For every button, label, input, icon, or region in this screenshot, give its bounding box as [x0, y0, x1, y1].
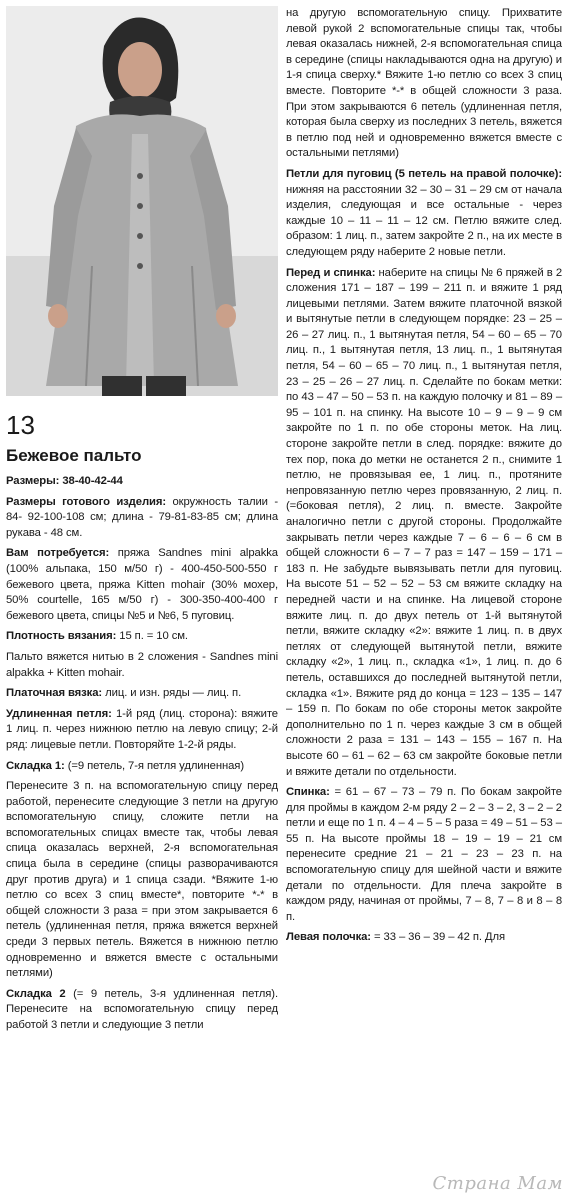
front-back-value: наберите на спицы № 6 пряжей в 2 сложения 171 – 187 – 199 – 211 п. и вяжите 1 ряд лицевыми петлями. Затем вяжите платочной вязкой и вытянутые петли в следующем порядке: 23 – 25 – 26 – 27 лиц. п., 1 вытянутая петля, 54 – 60 – 65 – 70 лиц. п., 1 вытянутая петля, 13 лиц. п., 1 вытянутая петля, 54 – 60 – 65 – 70 лиц. п., 1 вытянутая петля, 23 – 25 – 26 – 27 лиц. п. Сделайте по бокам метки: по 43 – 47 – 50 – 53 п. на каждую полочку и 81 – 89 – 95 – 101 п. на спинку. На высоте 10 – 9 – 9 – 9 см закройте по 1 п. по обе стороны меток. На лиц. стороне закройте петли в след. порядке: вяжите до тех пор, пока до метки не останется 2 п., снимите 1 петлю, не провязывая ее, 1 лиц. п., протяните непровязанную петлю через провязанную, 2 лиц. п. (=боковая петля), 2 лиц. п. вместе. Закройте аналогично петли с другой стороны. Продолжайте закрывать петли через каждые 7 – 6 – 6 – 6 см в общей сложности 6 – 7 – 7 раз = 147 – 159 – 171 – 183 п. Не забудьте вывязывать петли для пуговиц. На высоте 51 – 52 – 52 – 53 см вяжите складку на передней части и на спинке. На лицевой стороне вяжите лиц. п. до двух петель от 1-й вытянутой петли, вяжите складку «2»: вяжите 1 лиц. п. в двух петлях от следующей вытянутой петли, вяжите складку «2», 1 лиц. п., складка «1», 1 лиц. п. до 6 петель, оставшихся до последней вытянутой петли, складка «1». Вяжите ряд до конца = 123 – 135 – 147 – 159 п. По бокам по обе стороны меток закройте дополнительно по 1 п. через каждые 3 см в общей сложности 2 раза = 131 – 143 – 155 – 167 п. На высоте 60 – 61 – 62 – 63 см закройте боковые петли и вяжите детали по отдельности. [286, 266, 562, 778]
front-back-label: Перед и спинка: [286, 266, 376, 279]
pleat2-label: Складка 2 [6, 987, 66, 1000]
garter-value: лиц. и изн. ряды — лиц. п. [102, 687, 242, 700]
left-front-label: Левая полочка: [286, 931, 371, 944]
right-column [286, 6, 562, 951]
yarn-note: Пальто вяжется нитью в 2 сложения - Sandnes mini alpakka + Kitten mohair. [6, 650, 278, 679]
sizes-paragraph [6, 474, 278, 490]
pleat1-text: Перенесите 3 п. на вспомогательную спицу перед работой, перенесите следующие 3 петли на другую вспомогательную спицу, сложите петли на вспомогательных спицах вместе так, чтобы левая спица оказалась верхней, 2-я вспомогательная спица была в середине (спицы разворачиваются друг против друга) и 1 спица сзади. *Вяжите 1-ю петлю со всех 3 спиц вместе*, повторите *-* в общей сложности 3 раза = при этом закрывается 6 петель (удлиненная петля, пряжа вяжется верхней среди 3 первых петель. Вяжется в нижнюю петлю одновременно и вяжется вместе с остальными петлями) [6, 780, 278, 980]
materials-value: пряжа Sandnes mini alpakka (100% альпака, 150 м/50 г) - 400-450-500-550 г бежевого цвета, пряжа Kitten mohair (30% мохер, 50% courtelle, 165 м/50 г) - 300-350-400-400 г бежевого цвета, спицы №5 и №6, 5 пуговиц. [6, 547, 278, 622]
pleat1-value: (=9 петель, 7-я петля удлиненная) [64, 759, 244, 772]
elongated-stitch-label: Удлиненная петля: [6, 707, 112, 720]
left-front-paragraph [286, 930, 562, 946]
elongated-stitch-value: 1-й ряд (лиц. сторона): вяжите 1 лиц. п. через нижнюю петлю на левую спицу; 2-й ряд: лицевые петли. Повторяйте 1-2-й ряды. [6, 707, 278, 751]
materials-paragraph [6, 546, 278, 624]
coat-photo [6, 6, 278, 396]
sizes-label: Размеры: [6, 475, 60, 487]
buttonholes-label: Петли для пуговиц (5 петель на правой полочке): [286, 167, 562, 180]
site-watermark: Страна Мам [432, 1173, 563, 1194]
back-label: Спинка: [286, 786, 330, 799]
front-back-paragraph [286, 266, 562, 781]
buttonholes-value: нижняя на расстоянии 32 – 30 – 31 – 29 см от начала изделия, следующая и все остальные - через каждые 10 – 11 – 11 – 12 см. Петлю вяжите след. образом: 1 лиц. п., затем закройте 2 п., на их месте в следующем ряду наберите 2 новые петли. [286, 183, 562, 258]
pattern-number: 13 [6, 410, 35, 440]
sizes-value: 38-40-42-44 [59, 475, 123, 487]
garter-paragraph [6, 686, 278, 702]
coat-model-illustration [6, 6, 278, 396]
left-front-value: = 33 – 36 – 39 – 42 п. Для [370, 931, 505, 944]
pleat1-label: Складка 1: [6, 759, 65, 772]
pleat2-value: (= 9 петель, 3-я удлиненная петля). Перенесите на вспомогательную спицу перед работой 3 петли и следующие 3 петли [6, 987, 279, 1031]
gauge-label: Плотность вязания: [6, 630, 117, 643]
materials-label: Вам потребуется: [6, 547, 110, 560]
back-paragraph [286, 785, 562, 925]
dimensions-label: Размеры готового изделия: [6, 495, 167, 508]
back-value: = 61 – 67 – 73 – 79 п. По бокам закройте для проймы в каждом 2-м ряду 2 – 2 – 3 – 2, 3 – 2 – 2 петли и еще по 1 п. 4 – 4 – 5 – 5 раза = 49 – 51 – 53 – 55 п. На высоте проймы 18 – 19 – 19 – 21 см перенесите средние 21 – 21 – 23 – 23 п. на вспомогательную спицу для шейной части и вяжите детали по отдельности. Для плеча закройте в каждом ряду, начиная от проймы, 7 – 8, 7 – 8 и 8 – 8 п. [286, 786, 562, 923]
dimensions-paragraph [6, 495, 278, 542]
pleat2-continuation: на другую вспомогательную спицу. Прихватите левой рукой 2 вспомогательные спицы так, чтобы левая оказалась нижней, 2-я вспомогательная спица в середине (спицы накладываются одна на другую) и 1-я спица сверху.* Вяжите 1-ю петлю со всех 3 спиц вместе. Повторите *-* в общей сложности 3 раза. При этом закрываются 6 петель (удлиненная петля, которая была сверху из последних 3 петель, вяжется в петлю под ней и одновременно вяжется вместе с остальными петлями) [286, 7, 562, 160]
left-column [6, 6, 278, 1039]
buttonholes-paragraph [286, 167, 562, 261]
pleat2-paragraph [6, 987, 278, 1034]
gauge-value: 15 п. = 10 см. [116, 630, 188, 643]
dimensions-value: окружность талии - 84- 92-100-108 см; длина - 79-81-83-85 см; длина рукава - 48 см. [6, 495, 278, 539]
elongated-stitch-paragraph [6, 707, 278, 754]
gauge-paragraph [6, 629, 278, 645]
pattern-title: Бежевое пальто [6, 446, 142, 465]
garter-label: Платочная вязка: [6, 687, 103, 700]
pleat1-heading [6, 759, 278, 775]
